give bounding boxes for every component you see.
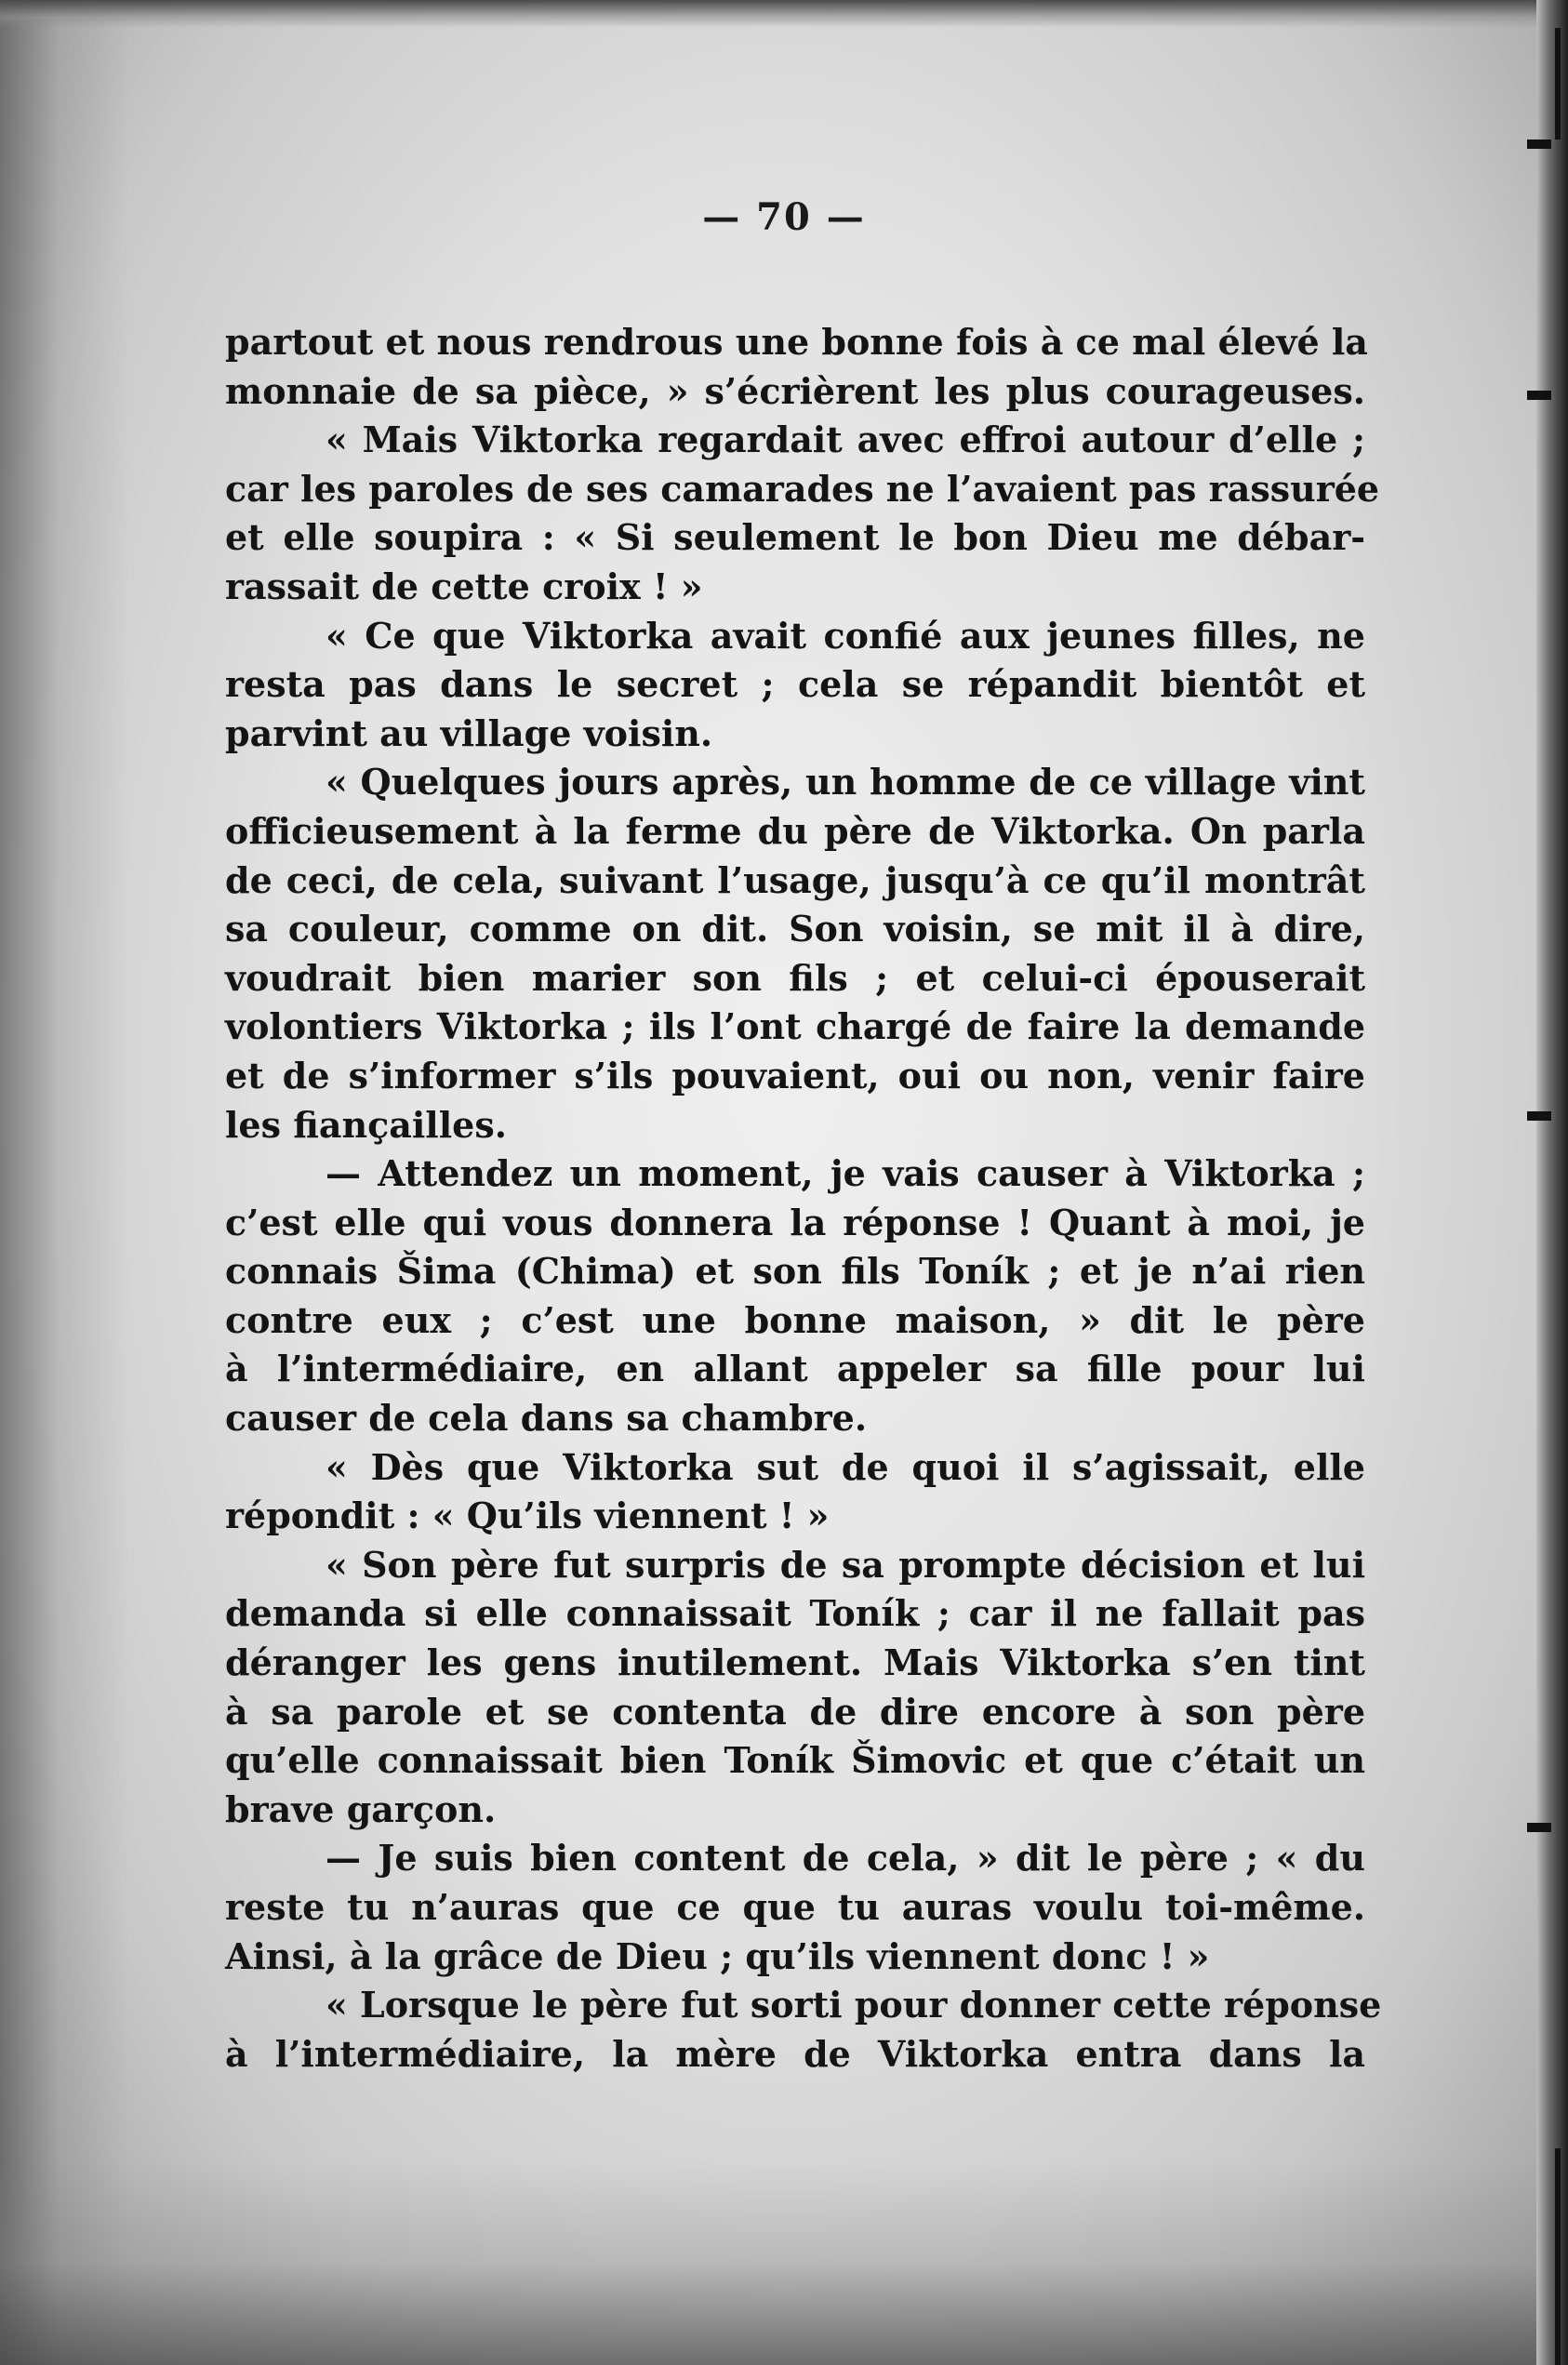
text-line: connais Šima (Chima) et son fils Toník ; et je n’ai rien: [225, 1250, 1365, 1293]
text-line: « Son père fut surpris de sa prompte décision et lui: [326, 1543, 1365, 1586]
text-line: c’est elle qui vous donnera la réponse ! Quant à moi, je: [225, 1201, 1365, 1243]
text-line: causer de cela dans sa chambre.: [225, 1397, 868, 1440]
scan-edge-mark: [1527, 391, 1551, 400]
text-line: « Dès que Viktorka sut de quoi il s’agissait, elle: [326, 1445, 1365, 1488]
text-line: sa couleur, comme on dit. Son voisin, se mit il à dire,: [225, 908, 1365, 950]
text-line: et de s’informer s’ils pouvaient, oui ou non, venir faire: [225, 1054, 1365, 1096]
text-line: « Ce que Viktorka avait confié aux jeunes filles, ne: [326, 614, 1365, 657]
text-line: « Mais Viktorka regardait avec effroi autour d’elle ;: [326, 419, 1365, 461]
text-line: brave garçon.: [225, 1787, 497, 1830]
text-line: les fiançailles.: [225, 1103, 507, 1146]
scan-edge-right: [1536, 0, 1568, 2365]
scan-edge-mark: [1555, 28, 1561, 140]
body-text: [225, 318, 1382, 2079]
scan-shadow-bottom: [0, 2160, 1568, 2365]
text-line: — Je suis bien content de cela, » dit le père ; « du: [326, 1837, 1365, 1880]
scan-shadow-left: [0, 0, 130, 2365]
scan-shadow-top: [0, 0, 1568, 28]
text-line: de ceci, de cela, suivant l’usage, jusqu’à ce qu’il montrât: [225, 858, 1365, 901]
text-line: rassait de cette croix ! »: [225, 565, 703, 607]
text-line: demanda si elle connaissait Toník ; car il ne fallait pas: [225, 1592, 1365, 1635]
text-line: car les paroles de ses camarades ne l’avaient pas rassurée: [225, 467, 1380, 510]
text-line: officieusement à la ferme du père de Viktorka. On parla: [225, 809, 1365, 852]
text-line: voudrait bien marier son fils ; et celui-ci épouserait: [225, 956, 1365, 999]
scan-edge-mark: [1527, 140, 1551, 149]
text-line: volontiers Viktorka ; ils l’ont chargé de faire la demande: [225, 1005, 1365, 1048]
text-line: déranger les gens inutilement. Mais Viktorka s’en tint: [225, 1641, 1365, 1684]
text-line: contre eux ; c’est une bonne maison, » dit le père: [225, 1298, 1365, 1341]
page-number: — 70 —: [702, 195, 866, 239]
text-line: qu’elle connaissait bien Toník Šimovic et que c’était un: [225, 1739, 1365, 1782]
text-line: à l’intermédiaire, en allant appeler sa fille pour lui: [225, 1348, 1365, 1390]
text-line: et elle soupira : « Si seulement le bon Dieu me débar-: [225, 516, 1365, 559]
text-line: répondit : « Qu’ils viennent ! »: [225, 1495, 830, 1537]
scan-edge-mark: [1555, 2148, 1561, 2365]
text-line: à l’intermédiaire, la mère de Viktorka entra dans la: [225, 2032, 1365, 2075]
scan-edge-mark: [1527, 1823, 1551, 1832]
text-line: resta pas dans le secret ; cela se répandit bientôt et: [225, 663, 1365, 706]
text-line: — Attendez un moment, je vais causer à Viktorka ;: [326, 1152, 1365, 1195]
text-line: « Quelques jours après, un homme de ce village vint: [326, 761, 1365, 804]
scan-edge-mark: [1527, 1111, 1551, 1121]
text-line: partout et nous rendrous une bonne fois à ce mal élevé la: [225, 321, 1368, 363]
text-line: « Lorsque le père fut sorti pour donner cette réponse: [326, 1984, 1382, 2026]
text-line: parvint au village voisin.: [225, 711, 713, 754]
text-line: reste tu n’auras que ce que tu auras voulu toi-même.: [225, 1886, 1365, 1928]
text-line: à sa parole et se contenta de dire encore à son père: [225, 1690, 1365, 1733]
text-line: monnaie de sa pièce, » s’écrièrent les plus courageuses.: [225, 369, 1365, 412]
text-line: Ainsi, à la grâce de Dieu ; qu’ils viennent donc ! »: [225, 1934, 1210, 1977]
